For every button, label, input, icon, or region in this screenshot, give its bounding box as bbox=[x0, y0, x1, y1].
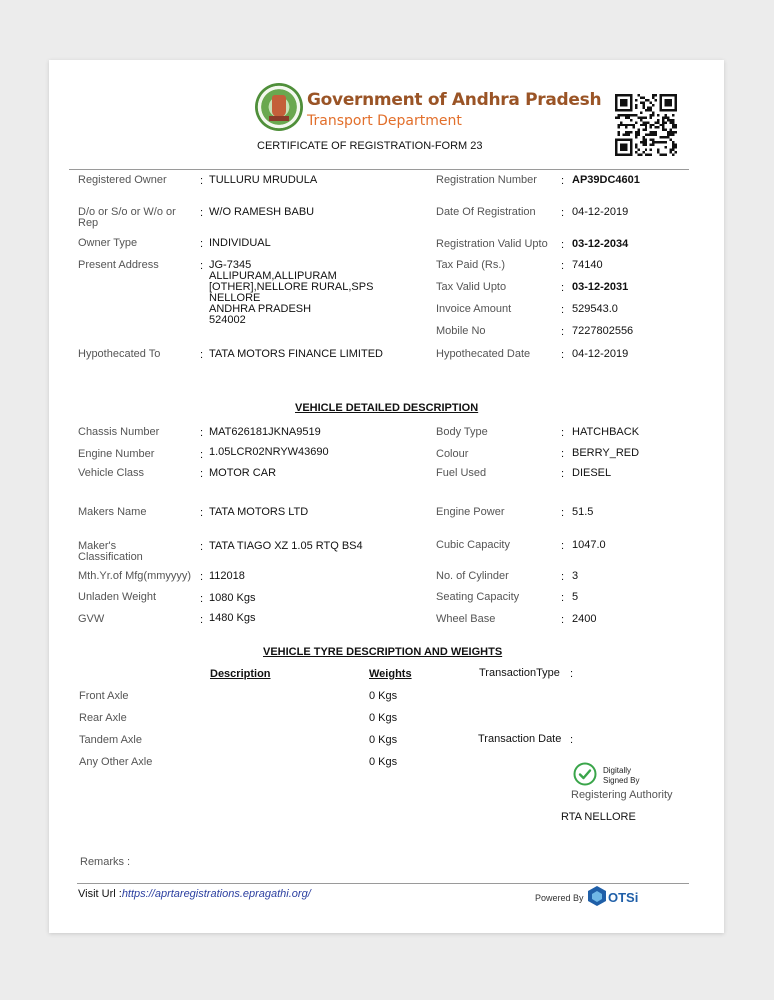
unladen-weight-value: 1080 Kgs bbox=[209, 592, 256, 604]
colon: : bbox=[561, 571, 565, 583]
tyre-section-title: VEHICLE TYRE DESCRIPTION AND WEIGHTS bbox=[263, 646, 503, 658]
vehicle-class-label: Vehicle Class bbox=[78, 467, 145, 479]
divider bbox=[69, 169, 689, 170]
owner-type-value: INDIVIDUAL bbox=[209, 237, 271, 249]
address-line: JG-7345 bbox=[209, 259, 252, 271]
chassis-number-value: MAT626181JKNA9519 bbox=[209, 426, 321, 438]
visit-url-link[interactable]: https://aprtaregistrations.epragathi.org/ bbox=[121, 888, 311, 900]
makers-name-label: Makers Name bbox=[78, 506, 147, 518]
address-line: 524002 bbox=[209, 314, 246, 326]
wheel-base-value: 2400 bbox=[572, 613, 597, 625]
transaction-type-label: TransactionType bbox=[479, 667, 560, 679]
colon: : bbox=[561, 326, 565, 338]
maker-classification-value: TATA TIAGO XZ 1.05 RTQ BS4 bbox=[209, 540, 363, 552]
colon: : bbox=[200, 614, 204, 626]
mobile-no-label: Mobile No bbox=[436, 325, 486, 337]
body-type-label: Body Type bbox=[436, 426, 488, 438]
gvw-label: GVW bbox=[78, 613, 105, 625]
description-column-header: Description bbox=[210, 668, 271, 680]
powered-by-text: Powered By bbox=[535, 893, 584, 903]
colon: : bbox=[200, 349, 204, 361]
tax-valid-upto-label: Tax Valid Upto bbox=[436, 281, 507, 293]
hypothecated-date-value: 04-12-2019 bbox=[572, 348, 629, 360]
address-line: NELLORE bbox=[209, 292, 261, 304]
date-of-registration-label: Date Of Registration bbox=[436, 206, 536, 218]
fuel-used-value: DIESEL bbox=[572, 467, 612, 479]
gvw-value: 1480 Kgs bbox=[209, 612, 256, 624]
otsi-logo-icon bbox=[587, 885, 607, 907]
colon: : bbox=[561, 260, 565, 272]
invoice-amount-value: 529543.0 bbox=[572, 303, 618, 315]
body-type-value: HATCHBACK bbox=[572, 426, 640, 438]
engine-power-value: 51.5 bbox=[572, 506, 594, 518]
weights-column-header: Weights bbox=[369, 668, 412, 680]
digital-signature-check-icon bbox=[573, 762, 597, 786]
relation-label-line1: D/o or S/o or W/o or bbox=[78, 206, 176, 218]
registration-valid-upto-value: 03-12-2034 bbox=[572, 238, 629, 250]
colon: : bbox=[200, 260, 204, 272]
fuel-used-label: Fuel Used bbox=[436, 467, 487, 479]
seating-capacity-label: Seating Capacity bbox=[436, 591, 520, 603]
engine-power-label: Engine Power bbox=[436, 506, 505, 518]
front-axle-value: 0 Kgs bbox=[369, 690, 398, 702]
remarks-label: Remarks : bbox=[80, 856, 131, 868]
registration-valid-upto-label: Registration Valid Upto bbox=[436, 238, 548, 250]
address-line: [OTHER],NELLORE RURAL,SPS bbox=[209, 281, 374, 293]
colon: : bbox=[200, 571, 204, 583]
tax-valid-upto-value: 03-12-2031 bbox=[572, 281, 629, 293]
colon: : bbox=[561, 304, 565, 316]
vehicle-section-title: VEHICLE DETAILED DESCRIPTION bbox=[295, 402, 479, 414]
colon: : bbox=[561, 349, 565, 361]
date-of-registration-value: 04-12-2019 bbox=[572, 206, 629, 218]
tandem-axle-value: 0 Kgs bbox=[369, 734, 398, 746]
colour-value: BERRY_RED bbox=[572, 447, 640, 459]
maker-classification-label-line1: Maker's bbox=[78, 540, 117, 552]
engine-number-value: 1.05LCR02NRYW43690 bbox=[209, 446, 329, 458]
tax-paid-label: Tax Paid (Rs.) bbox=[436, 259, 506, 271]
relation-label-line2: Rep bbox=[78, 217, 99, 229]
colon: : bbox=[200, 449, 204, 461]
footer-divider bbox=[77, 883, 689, 884]
colon: : bbox=[200, 427, 204, 439]
tax-paid-value: 74140 bbox=[572, 259, 603, 271]
colon: : bbox=[561, 427, 565, 439]
no-of-cylinder-value: 3 bbox=[572, 570, 579, 582]
invoice-amount-label: Invoice Amount bbox=[436, 303, 512, 315]
colon: : bbox=[200, 541, 204, 553]
colon: : bbox=[570, 668, 574, 680]
engine-number-label: Engine Number bbox=[78, 448, 155, 460]
colon: : bbox=[561, 507, 565, 519]
chassis-number-label: Chassis Number bbox=[78, 426, 160, 438]
rta-office: RTA NELLORE bbox=[561, 811, 636, 823]
colon: : bbox=[200, 468, 204, 480]
colon: : bbox=[561, 175, 565, 187]
registered-owner-label: Registered Owner bbox=[78, 174, 167, 186]
relation-value: W/O RAMESH BABU bbox=[209, 206, 315, 218]
andhra-pradesh-emblem-icon bbox=[255, 83, 303, 131]
registration-number-label: Registration Number bbox=[436, 174, 537, 186]
visit-url-label: Visit Url : bbox=[78, 888, 122, 900]
colon: : bbox=[200, 207, 204, 219]
hypothecated-to-label: Hypothecated To bbox=[78, 348, 161, 360]
vehicle-class-value: MOTOR CAR bbox=[209, 467, 277, 479]
maker-classification-label-line2: Classification bbox=[78, 551, 143, 563]
colon: : bbox=[200, 507, 204, 519]
otsi-brand: OTSi bbox=[608, 890, 639, 905]
makers-name-value: TATA MOTORS LTD bbox=[209, 506, 309, 518]
rear-axle-value: 0 Kgs bbox=[369, 712, 398, 724]
colon: : bbox=[561, 468, 565, 480]
colon: : bbox=[561, 207, 565, 219]
tandem-axle-label: Tandem Axle bbox=[79, 734, 142, 746]
owner-type-label: Owner Type bbox=[78, 237, 138, 249]
colon: : bbox=[561, 592, 565, 604]
signed-by-text: Signed By bbox=[603, 776, 640, 785]
present-address-label: Present Address bbox=[78, 259, 159, 271]
any-other-axle-value: 0 Kgs bbox=[369, 756, 398, 768]
colon: : bbox=[561, 282, 565, 294]
address-line: ANDHRA PRADESH bbox=[209, 303, 312, 315]
mobile-no-value: 7227802556 bbox=[572, 325, 634, 337]
registered-owner-value: TULLURU MRUDULA bbox=[209, 174, 318, 186]
registering-authority-text: Registering Authority bbox=[571, 789, 673, 801]
colour-label: Colour bbox=[436, 448, 469, 460]
rear-axle-label: Rear Axle bbox=[79, 712, 127, 724]
colon: : bbox=[561, 540, 565, 552]
colon: : bbox=[570, 734, 574, 746]
colon: : bbox=[561, 448, 565, 460]
transaction-date-label: Transaction Date bbox=[478, 733, 562, 745]
no-of-cylinder-label: No. of Cylinder bbox=[436, 570, 509, 582]
colon: : bbox=[200, 238, 204, 250]
government-title: Government of Andhra Pradesh bbox=[307, 90, 602, 110]
certificate-page bbox=[49, 60, 724, 933]
colon: : bbox=[200, 175, 204, 187]
front-axle-label: Front Axle bbox=[79, 690, 129, 702]
colon: : bbox=[561, 239, 565, 251]
address-line: ALLIPURAM,ALLIPURAM bbox=[209, 270, 337, 282]
digitally-text: Digitally bbox=[603, 766, 632, 775]
certificate-title: CERTIFICATE OF REGISTRATION-FORM 23 bbox=[257, 140, 483, 152]
mfg-month-year-label: Mth.Yr.of Mfg(mmyyyy) bbox=[78, 570, 192, 582]
hypothecated-date-label: Hypothecated Date bbox=[436, 348, 531, 360]
colon: : bbox=[200, 593, 204, 605]
cubic-capacity-label: Cubic Capacity bbox=[436, 539, 510, 551]
registration-number-value: AP39DC4601 bbox=[572, 174, 640, 186]
unladen-weight-label: Unladen Weight bbox=[78, 591, 157, 603]
hypothecated-to-value: TATA MOTORS FINANCE LIMITED bbox=[209, 348, 383, 360]
any-other-axle-label: Any Other Axle bbox=[79, 756, 153, 768]
cubic-capacity-value: 1047.0 bbox=[572, 539, 606, 551]
qr-code-icon bbox=[615, 94, 677, 156]
seating-capacity-value: 5 bbox=[572, 591, 579, 603]
wheel-base-label: Wheel Base bbox=[436, 613, 496, 625]
mfg-month-year-value: 112018 bbox=[209, 570, 245, 582]
colon: : bbox=[561, 614, 565, 626]
department-title: Transport Department bbox=[307, 113, 462, 129]
